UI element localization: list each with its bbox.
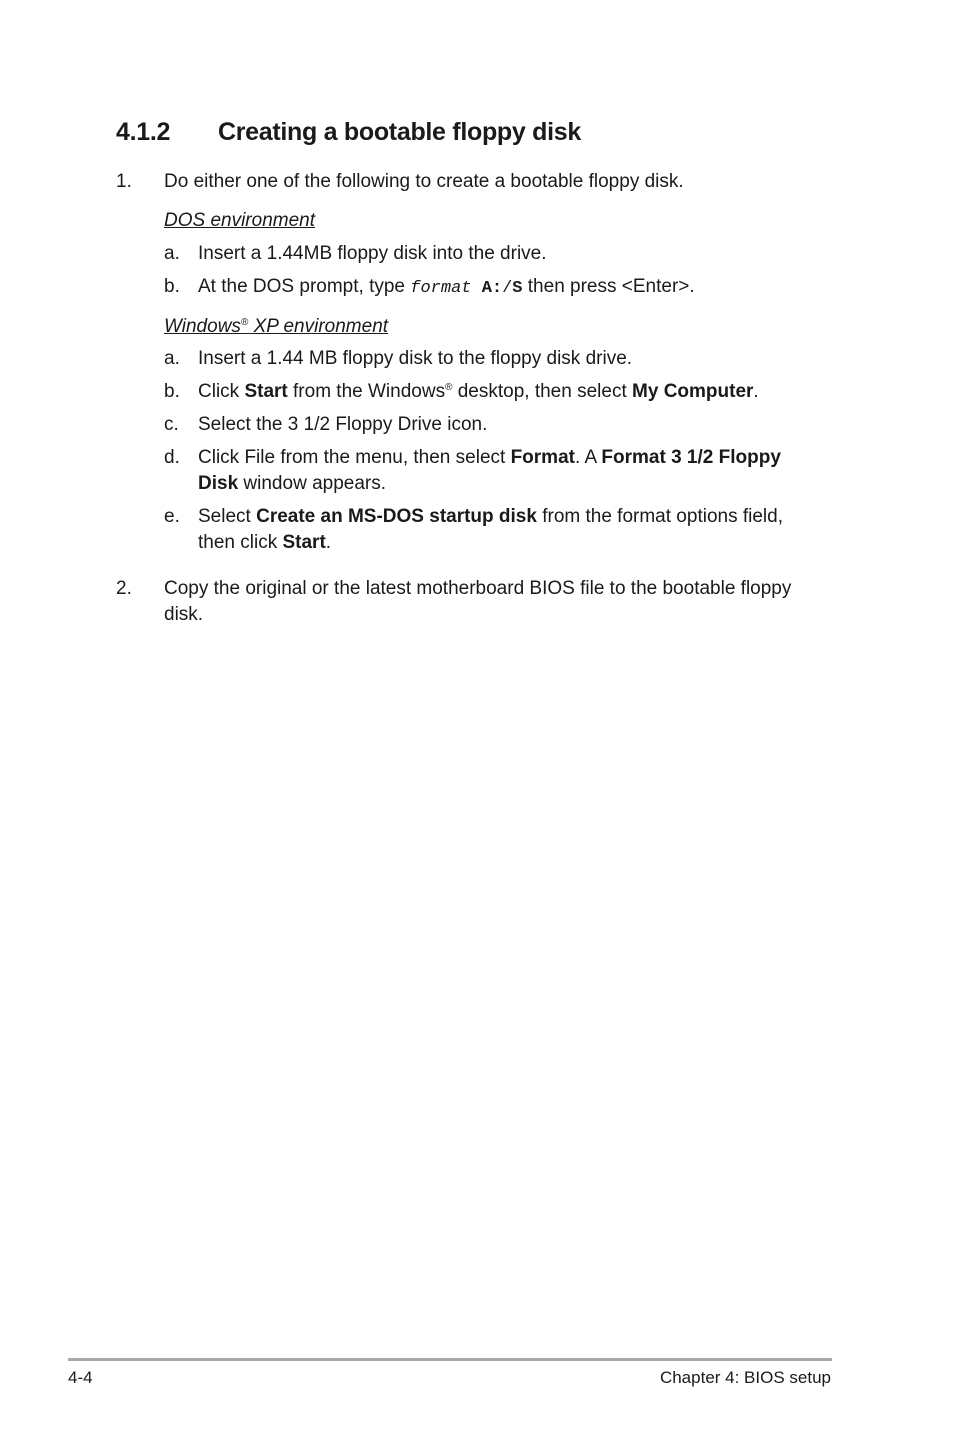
xp-environment-heading: Windows® XP environment: [164, 316, 389, 337]
dos-step-a-marker: a.: [164, 243, 180, 264]
dos-step-a-text: Insert a 1.44MB floppy disk into the drive.: [198, 243, 547, 264]
xp-step-d-text-line2: Disk window appears.: [198, 473, 387, 494]
footer-rule: [68, 1358, 832, 1361]
xp-step-e-text-line2: then click Start.: [198, 532, 332, 553]
xp-step-e-marker: e.: [164, 506, 180, 527]
dos-step-b-marker: b.: [164, 276, 180, 297]
section-number: 4.1.2: [116, 118, 171, 146]
footer-chapter: Chapter 4: BIOS setup: [659, 1368, 831, 1387]
xp-step-a-text: Insert a 1.44 MB floppy disk to the floppy disk drive.: [198, 348, 633, 369]
xp-step-d-marker: d.: [164, 447, 180, 468]
step-2-number: 2.: [116, 578, 132, 599]
step-1-text: Do either one of the following to create a bootable floppy disk.: [164, 171, 684, 192]
footer-page-number: 4-4: [68, 1368, 93, 1387]
xp-step-e-text-line1: Select Create an MS-DOS startup disk from the format options field,: [198, 506, 783, 527]
xp-step-c-marker: c.: [164, 414, 179, 435]
step-2-text-line2: disk.: [164, 604, 204, 625]
dos-format-command: format A:/S: [410, 279, 523, 298]
xp-step-b-text: Click Start from the Windows® desktop, then select My Computer.: [198, 381, 759, 402]
step-1-number: 1.: [116, 171, 132, 192]
dos-environment-heading: DOS environment: [164, 210, 316, 231]
section-title: Creating a bootable floppy disk: [218, 118, 581, 146]
dos-step-b-text: At the DOS prompt, type format A:/S then press <Enter>.: [198, 276, 695, 298]
xp-step-a-marker: a.: [164, 348, 180, 369]
step-2-text-line1: Copy the original or the latest motherboard BIOS file to the bootable floppy: [164, 578, 792, 599]
xp-step-d-text-line1: Click File from the menu, then select Format. A Format 3 1/2 Floppy: [198, 447, 781, 468]
xp-step-b-marker: b.: [164, 381, 180, 402]
xp-step-c-text: Select the 3 1/2 Floppy Drive icon.: [198, 414, 488, 435]
